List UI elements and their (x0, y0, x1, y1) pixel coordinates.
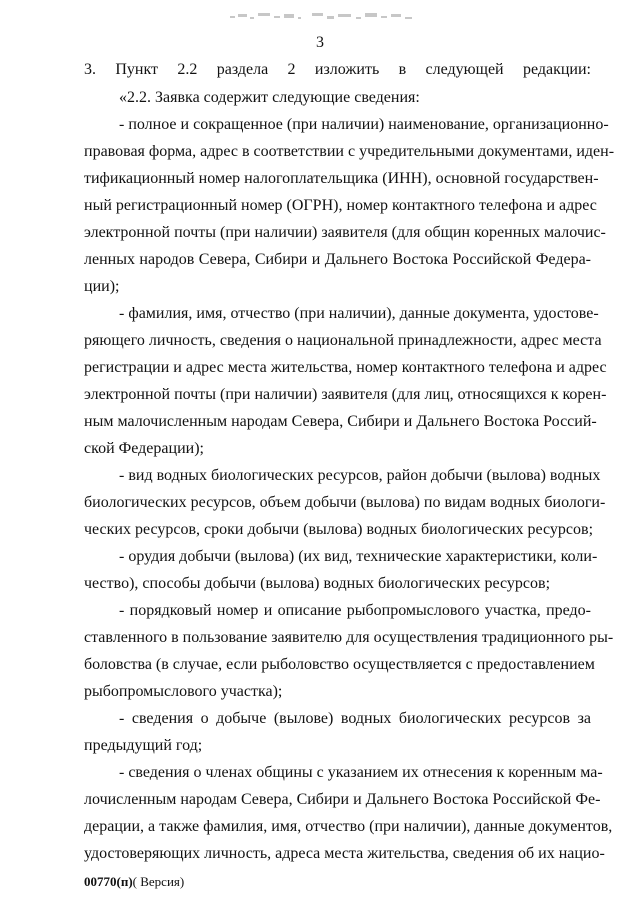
text-line: 3. Пункт 2.2 раздела 2 изложить в следующей редакции: (84, 61, 591, 78)
text-line: ской Федерации); (84, 440, 204, 457)
text-line: правовая форма, адрес в соответствии с учредительными документами, иден- (84, 143, 615, 160)
version-label: ( Версия) (132, 874, 185, 889)
document-code: 00770(п) (84, 874, 133, 889)
text-line: ный регистрационный номер (ОГРН), номер контактного телефона и адрес (84, 197, 597, 214)
text-line: тификационный номер налогоплательщика (ИНН), основной государствен- (84, 170, 599, 187)
text-line: - сведения о членах общины с указанием их отнесения к коренным ма- (119, 764, 603, 781)
text-line: биологических ресурсов, объем добычи (вылова) по видам водных биологи- (84, 494, 606, 511)
document-footer (84, 874, 184, 890)
text-line: ставленного в пользование заявителю для осуществления традиционного ры- (84, 629, 614, 646)
text-line: удостоверяющих личность, адреса места жительства, сведения об их нацио- (84, 845, 605, 862)
text-line: ленных народов Севера, Сибири и Дальнего Востока Российской Федера- (84, 251, 591, 268)
text-line: - вид водных биологических ресурсов, район добычи (вылова) водных (119, 467, 601, 484)
text-line: ческих ресурсов, сроки добычи (вылова) водных биологических ресурсов; (84, 521, 594, 538)
text-line: ным малочисленным народам Севера, Сибири и Дальнего Востока Россий- (84, 413, 597, 430)
text-line: рыбопромыслового участка); (84, 683, 283, 700)
text-line: электронной почты (при наличии) заявителя (для лиц, относящихся к корен- (84, 386, 607, 403)
text-line: ряющего личность, сведения о национальной принадлежности, адрес места (84, 332, 602, 349)
text-line: лочисленным народам Севера, Сибири и Дальнего Востока Российской Фе- (84, 791, 601, 808)
scan-artifact (228, 8, 418, 24)
text-line: дерации, а также фамилия, имя, отчество (при наличии), данные документов, (84, 818, 613, 835)
text-line: предыдущий год; (84, 737, 203, 754)
text-line: - орудия добычи (вылова) (их вид, технические характеристики, коли- (119, 548, 598, 565)
text-line: регистрации и адрес места жительства, номер контактного телефона и адрес (84, 359, 607, 376)
text-line: «2.2. Заявка содержит следующие сведения: (119, 89, 420, 106)
text-line: - полное и сокращенное (при наличии) наименование, организационно- (119, 116, 609, 133)
text-line: боловства (в случае, если рыболовство осуществляется с предоставлением (84, 656, 595, 673)
text-line: - фамилия, имя, отчество (при наличии), данные документа, удостове- (119, 305, 599, 322)
text-line: - сведения о добыче (вылове) водных биологических ресурсов за (119, 710, 591, 727)
page-number: 3 (316, 34, 324, 51)
text-line: ции); (84, 278, 120, 295)
text-line: - порядковый номер и описание рыбопромыслового участка, предо- (119, 602, 591, 619)
text-line: электронной почты (при наличии) заявителя (для общин коренных малочис- (84, 224, 606, 241)
text-line: чество), способы добычи (вылова) водных биологических ресурсов; (84, 575, 551, 592)
